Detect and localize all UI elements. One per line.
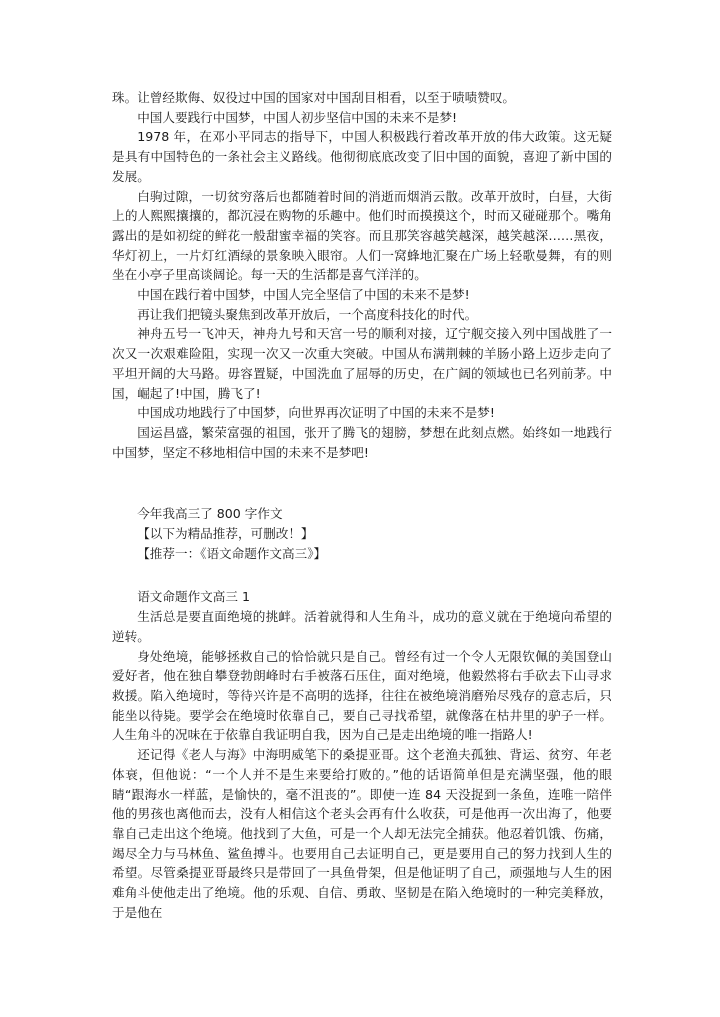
paragraph-challenge: 生活总是要直面绝境的挑衅。活着就得和人生角斗，成功的意义就在于绝境向希望的逆转。 <box>112 609 612 644</box>
spacer <box>112 462 612 504</box>
paragraph-reform-life: 白驹过隙，一切贫穷落后也都随着时间的消逝而烟消云散。改革开放时，白昼，大街上的人熙熙攘攘的，都沉浸在购物的乐趣中。他们时而摸摸这个，时而又碰碰那个。嘴角露出的是如初绽的鲜花一般甜蜜幸福的笑容。而且那笑容越笑越深，越笑越深……黑夜，华灯初上，一片灯红酒绿的景象映入眼帘。人们一窝蜂地汇聚在广场上轻歌曼舞，有的则坐在小亭子里高谈阔论。每一天的生活都是喜气洋洋的。 <box>112 188 612 283</box>
section-title: 语文命题作文高三 1 <box>137 589 250 605</box>
paragraph-focus: 再让我们把镜头聚焦到改革开放后，一个高度科技化的时代。 <box>137 306 478 322</box>
paragraph-1978: 1978 年，在邓小平同志的指导下，中国人积极践行着改革开放的伟大政策。这无疑是具有中国特色的一条社会主义路线。他彻彻底底改变了旧中国的面貌，喜迎了新中国的发展。 <box>112 129 612 184</box>
paragraph-climber: 身处绝境，能够拯救自己的恰恰就只是自己。曾经有过一个令人无限钦佩的美国登山爱好者，他在独自攀登勃朗峰时右手被落石压住，面对绝境，他毅然将右手砍去下山寻求救援。陷入绝境时，等待兴许是不高明的选择，往往在被绝境消磨殆尽残存的意志后，只能坐以待毙。要学会在绝境时依靠自己，要自己寻找希望，就像落在枯井里的驴子一样。人生角斗的况味在于依靠自我证明自我，因为自己是走出绝境的唯一指路人! <box>112 648 612 743</box>
paragraph-dream-3: 中国成功地践行了中国梦，向世界再次证明了中国的未来不是梦! <box>137 405 495 421</box>
paragraph-old-man-sea: 还记得《老人与海》中海明威笔下的桑提亚哥。这个老渔夫孤独、背运、贫穷、年老体衰，但他说：“一个人并不是生来要给打败的。”他的话语简单但是充满坚强，他的眼睛“跟海水一样蓝，是愉快的，毫不沮丧的”。即使一连 84 天没捉到一条鱼，连唯一陪伴他的男孩也离他而去，没有人相信这个老头会再有什么收获，可是他再一次出海了，他要靠自己走出这个绝境。他找到了大鱼，可是一个人却无法完全捕获。他忍着饥饿、伤痛，竭尽全力与马林鱼、鲨鱼搏斗。也要用自己去证明自己，更是要用自己的努力找到人生的希望。尽管桑提亚哥最终只是带回了一具鱼骨架，但是他证明了自己，顽强地与人生的困难角斗使他走出了绝境。他的乐观、自信、勇敢、坚韧是在陷入绝境时的一种完美释放，于是他在 <box>112 747 612 920</box>
spacer <box>112 563 612 587</box>
paragraph-dream-1: 中国人要践行中国梦，中国人初步坚信中国的未来不是梦! <box>137 109 458 125</box>
essay-title: 今年我高三了 800 字作文 <box>137 506 283 522</box>
recommend-note: 【以下为精品推荐，可删改！】 <box>137 526 314 542</box>
paragraph-continuation: 珠。让曾经欺侮、奴役过中国的国家对中国刮目相看，以至于啧啧赞叹。 <box>112 90 515 105</box>
paragraph-space: 神舟五号一飞冲天，神舟九号和天宫一号的顺利对接，辽宁舰交接入列中国战胜了一次又一次艰难险阻，实现一次又一次重大突破。中国从布满荆棘的羊肠小路上迈步走向了平坦开阔的大马路。毋容置疑，中国洗血了屈辱的历史，在广阔的领域也已名列前茅。中国，崛起了!中国，腾飞了! <box>112 326 612 401</box>
recommend-one: 【推荐一：《语文命题作文高三》】 <box>137 545 327 561</box>
paragraph-dream-2: 中国在践行着中国梦，中国人完全坚信了中国的未来不是梦! <box>137 287 470 303</box>
paragraph-conclusion: 国运昌盛，繁荣富强的祖国，张开了腾飞的翅膀，梦想在此刻点燃。始终如一地践行中国梦，坚定不移地相信中国的未来不是梦吧! <box>112 424 612 460</box>
